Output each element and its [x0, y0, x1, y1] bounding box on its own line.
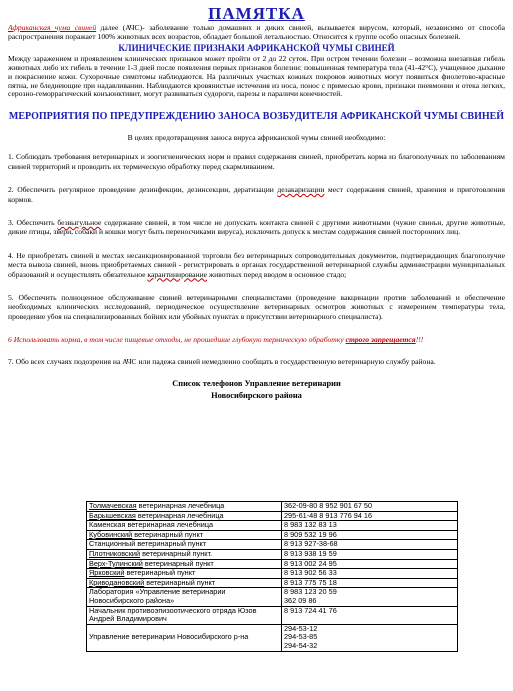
phone-row — [87, 606, 458, 624]
measure-item-text: 2. Обеспечить регулярное проведение дезинфекции, дезинсекции, дератизации — [8, 185, 278, 195]
phone-number: 8 913 938 19 59 — [282, 549, 458, 559]
item-6-strict: строго запрещается — [345, 335, 416, 345]
phone-number: 8 983 123 20 59 362 09 86 — [282, 588, 458, 606]
clinical-text: Между заражением и проявлением клинических признаков может пройти от 2 до 22 суток. При остром течении болезни – возможна внезапная гибель животных либо их гибель в течение 1-3 дней после появления первых признаков болезни: повышенная температура тела (41-42°С), учащенное дыхание и покраснение кожи. Сухорочные симптомы наблюдаются. На различных участках кожных покровов животных могут появиться фиолетово-красные пятна, не бледнеющие при надавливании. Наблюдаются кровянистые истечения из носа, понос с примесью крови, признаки пневмонии и отека легких, серозно-геморрагический конъюнктивит, могут развиваться судороги, парезы и параличи конечностей. — [8, 53, 505, 99]
phone-org-place: Ярковский — [89, 568, 125, 578]
phone-row — [87, 624, 458, 651]
phones-title-line2: Новосибирского района — [211, 391, 302, 401]
phone-org-name: Станционный ветеринарный пункт — [89, 539, 207, 549]
phone-org-place: Кубовинский — [89, 529, 133, 539]
phone-number: 8 909 532 19 96 — [282, 530, 458, 540]
phone-org-name: Лаборатория «Управление ветеринарии Новосибирского района» — [89, 587, 226, 605]
measures-intro: В целях предотвращения заноса вируса африканской чумы свиней необходимо: — [127, 133, 386, 143]
phone-org-name: ветеринарный пункт — [124, 568, 196, 578]
phone-org-name: ветеринарный пункт — [142, 558, 214, 568]
measure-item-highlight: дезакаризации — [277, 185, 325, 195]
phone-number: 295-61-48 8 913 776 94 16 — [282, 511, 458, 521]
intro-paragraph — [8, 24, 505, 42]
phone-org-name: Начальник противоэпизоотического отряда Юзов Андрей Владимирович — [89, 605, 257, 624]
measure-item-text: 3. Обеспечить — [8, 217, 58, 227]
measure-item-text-end: содержание свиней, в том числе не допускать контакта свиней с другими животными (чужие свиньи, другие животные, дикие птицы, звери, собаки и кошки могут быть переносчиками вируса), исключить допуск к местам содержания свиней посторонних лиц. — [8, 217, 505, 237]
clinical-heading: КЛИНИЧЕСКИЕ ПРИЗНАКИ АФРИКАНСКОЙ ЧУМЫ СВИНЕЙ — [118, 42, 395, 53]
measure-item-text: 1. Соблюдать требования ветеринарных и зоогигиенических норм и правил содержания свиней, приобретать корма из благополучных по заболеваниям свиней территорий и проводить их термическую обработку перед скармливанием. — [8, 152, 505, 171]
measure-item — [8, 218, 505, 237]
measure-item-text: 5. Обеспечить полноценное обслуживание свиней ветеринарными специалистами (проведение вакцинации против заболеваний и обеспечение необходимых клинических исследований, периодическое осуществление ветеринарных осмотров животных с измерением температуры тела, проведение убоя на специализированных бойнях или убойных пунктах в присутствии ветеринарного специалиста). — [8, 293, 505, 321]
phone-org-name: ветеринарный пункт — [132, 529, 204, 539]
measure-item — [8, 251, 505, 279]
measure-item — [8, 152, 505, 171]
item-6-text: 6 Использовать корма, в том числе пищевые отходы, не прошедшие глубокую термическую обработку — [8, 335, 346, 345]
intro-text: далее (АЧС)- заболевание только домашних и диких свиней, вызывается вирусом, который, независимо от способа распространения поражает 100% животных всех возрастов, обладает большой летальностью. Относится к группе особо опасных болезней. — [8, 23, 505, 41]
measure-item-text-end: животных перед вводом в основное стадо; — [207, 269, 347, 279]
phone-row — [87, 588, 458, 606]
measure-item-text: 4. Не приобретать свиней в местах несанкционированной торговли без ветеринарных сопроводительных документов, подтверждающих благополучие места вывоза свиней, вновь приобретаемых свиней - регистрировать в органах государственной ветеринарной службы администрации муниципальных образований и осуществлять обязательное — [8, 250, 505, 279]
phone-number: 8 913 002 24 95 — [282, 559, 458, 569]
phone-org-name: Управление ветеринарии Новосибирского р-на — [89, 632, 249, 642]
phone-org-name: ветеринарная лечебница — [136, 501, 225, 510]
phone-org-place: Толмачевская — [89, 501, 137, 510]
measures-heading: МЕРОПРИЯТИЯ ПО ПРЕДУПРЕЖДЕНИЮ ЗАНОСА ВОЗБУДИТЕЛЯ АФРИКАНСКОЙ ЧУМЫ СВИНЕЙ — [8, 111, 505, 123]
memo-page — [8, 4, 505, 408]
phone-number: 8 913 775 75 18 — [282, 578, 458, 588]
phone-org-name: Каменская ветеринарная лечебница — [89, 520, 214, 530]
phones-title-line1: Список телефонов Управление ветеринарии — [172, 379, 341, 389]
phone-number: 8 913 902 56 33 — [282, 569, 458, 579]
item-6-end: !!! — [415, 335, 424, 345]
measure-item-highlight: безвыгульное — [57, 217, 102, 227]
phone-org-place: Барышевская — [89, 510, 136, 520]
measures-list — [8, 152, 505, 321]
item-7: 7. Обо всех случаях подозрения на АЧС или падежа свиней немедленно сообщать в государственную ветеринарную службу района. — [8, 356, 436, 366]
phone-org-place: Верх-Тулинский — [89, 558, 143, 568]
phone-number: 362-09-80 8 952 901 67 50 — [282, 502, 458, 512]
phone-org-name: ветеринарный пункт. — [140, 548, 213, 558]
measure-item — [8, 185, 505, 204]
phone-org-name: ветеринарная лечебница — [135, 510, 224, 520]
phone-org — [87, 624, 282, 651]
disease-name: Африканская чума свиней — [8, 23, 97, 32]
phone-number: 8 913 724 41 76 — [282, 606, 458, 624]
measure-item-highlight: карантинирование — [147, 269, 208, 279]
phone-org-name: ветеринарный пункт — [144, 577, 216, 587]
phone-org — [87, 606, 282, 624]
phones-title — [8, 378, 505, 402]
measure-item — [8, 293, 505, 321]
page-title: ПАМЯТКА — [208, 4, 305, 23]
phone-org-place: Криводановский — [89, 577, 145, 587]
item-6 — [8, 335, 505, 344]
phone-org-place: Плотниковский — [89, 548, 141, 558]
phone-number: 8 983 132 83 13 — [282, 521, 458, 531]
phones-table — [86, 501, 458, 652]
measure-item-text-end: мест содержания свиней, хранения и приготовления кормов. — [8, 185, 505, 204]
phone-number: 294-53-12 294-53-85 294-54-32 — [282, 624, 458, 651]
phone-number: 8 913 927-38-68 — [282, 540, 458, 550]
phone-org — [87, 588, 282, 606]
